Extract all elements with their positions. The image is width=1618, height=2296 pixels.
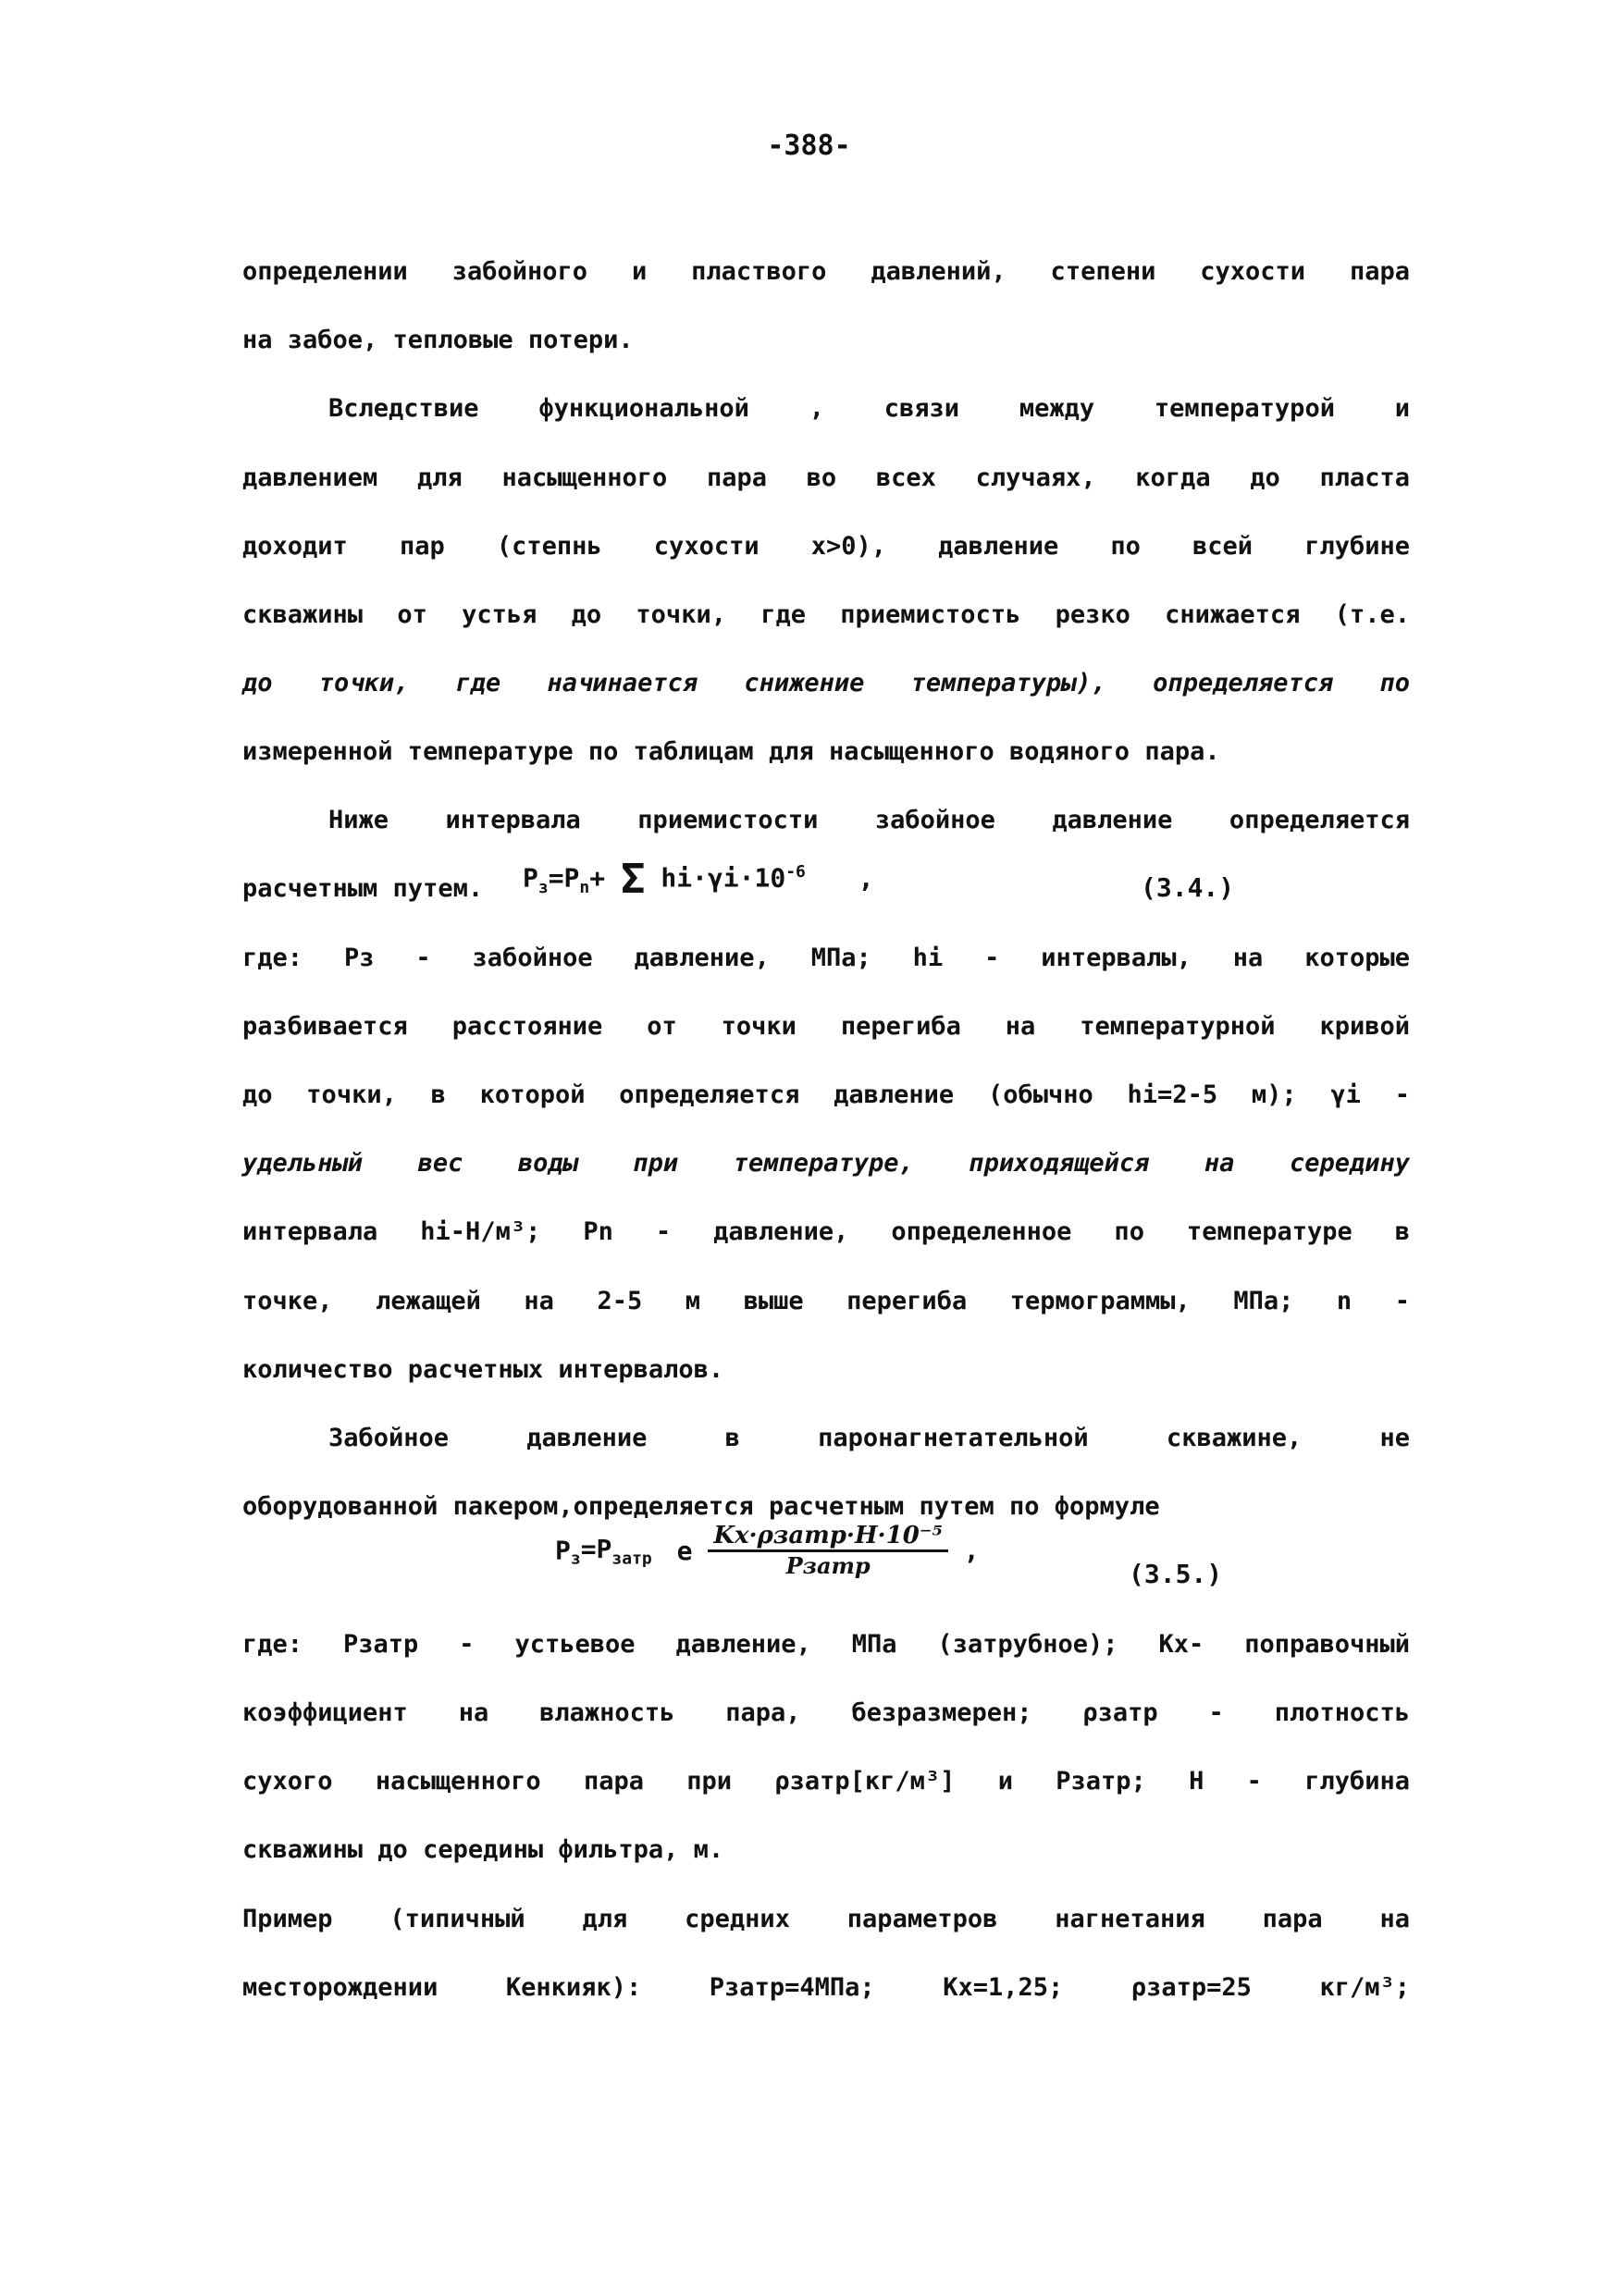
text-line: точке, лежащей на 2-5 м выше перегиба термограммы, МПа; n - — [242, 1287, 1410, 1315]
equation-number: (3.4.) — [1141, 872, 1235, 903]
text-line: сухого насыщенного пара при ρзатр[кг/м³] и Pзатр; H - глубина — [242, 1767, 1410, 1796]
formula-3-4: $P_з=P_n+ \Sigma$ $hi\cdot\gamma i\cdot 10^{-6}$ , — [523, 856, 874, 903]
text-line: давлением для насыщенного пара во всех случаях, когда до пласта — [242, 463, 1410, 492]
text-line: на забое, тепловые потери. — [242, 326, 634, 354]
equation-number: (3.5.) — [1129, 1559, 1223, 1589]
text-line: определении забойного и пластвого давлений, степени сухости пара — [242, 257, 1410, 286]
text-line: скважины до середины фильтра, м. — [242, 1835, 724, 1864]
fraction-numerator: Kx·ρзатр·H·10⁻⁵ — [708, 1522, 948, 1552]
text-line: где: Pзатр - устьевое давление, МПа (затрубное); Kx- поправочный — [242, 1630, 1410, 1659]
formula-3-5: $P_з=P_{затр}$ e $\frac{\text{Kx·ρзатр·H·10⁻⁵}}{\text{Pзатр}}$ , — [555, 1522, 980, 1579]
text-line: Пример (типичный для средних параметров нагнетания пара на — [242, 1905, 1410, 1933]
text-line: где: Pз - забойное давление, МПа; hi - интервалы, на которые — [242, 944, 1410, 972]
text-line: Ниже интервала приемистости забойное давление определяется — [328, 806, 1410, 834]
text-line: разбивается расстояние от точки перегиба на температурной кривой — [242, 1012, 1410, 1041]
text-line: до точки, в которой определяется давление (обычно hi=2-5 м); γi - — [242, 1080, 1410, 1109]
text-line: оборудованной пакером,определяется расчетным путем по формуле — [242, 1492, 1160, 1521]
text-line: расчетным путем. — [242, 874, 484, 903]
text-line: месторождении Кенкияк): Pзатр=4МПа; Kx=1,25; ρзатр=25 кг/м³; — [242, 1973, 1410, 2002]
text-line: измеренной температуре по таблицам для насыщенного водяного пара. — [242, 737, 1220, 766]
text-line: до точки, где начинается снижение температуры), определяется по — [242, 669, 1410, 697]
text-line: коэффициент на влажность пара, безразмерен; ρзатр - плотность — [242, 1698, 1410, 1727]
page-number: -388- — [767, 130, 851, 162]
text-line: Вследствие функциональной , связи между температурой и — [328, 394, 1410, 423]
text-line: удельный вес воды при температуре, приходящейся на середину — [242, 1149, 1410, 1178]
text-line: скважины от устья до точки, где приемистость резко снижается (т.е. — [242, 600, 1410, 629]
text-line: количество расчетных интервалов. — [242, 1355, 724, 1384]
exponent-fraction — [708, 1522, 948, 1579]
sum-symbol: Σ — [620, 856, 646, 903]
fraction-denominator: Pзатр — [785, 1552, 871, 1579]
text-line: Забойное давление в паронагнетательной скважине, не — [328, 1424, 1410, 1452]
text-line: доходит пар (степнь сухости x>0), давление по всей глубине — [242, 532, 1410, 561]
text-line: интервала hi-H/м³; Pn - давление, определенное по температуре в — [242, 1217, 1410, 1246]
